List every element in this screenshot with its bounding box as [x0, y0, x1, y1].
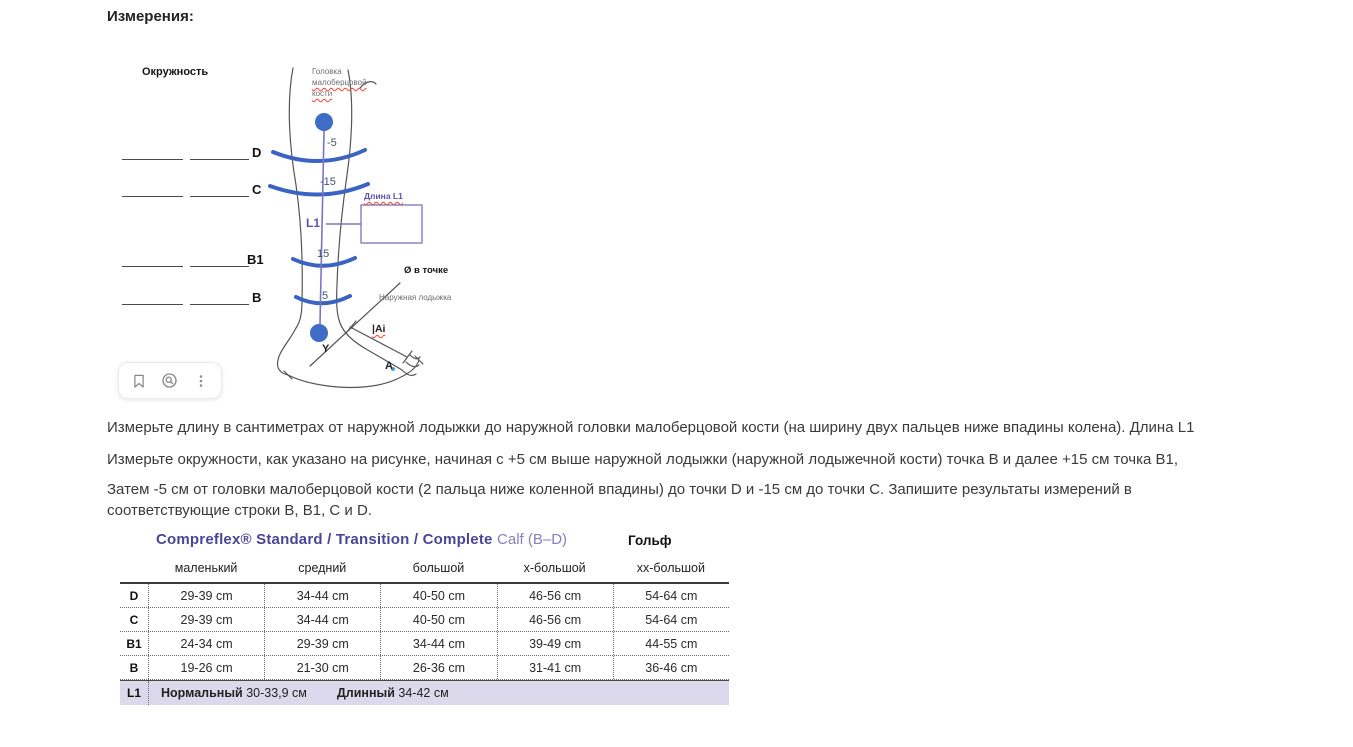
y-measure-label: Y: [322, 343, 330, 355]
cell-b-xlarge: 31-41 cm: [497, 656, 613, 679]
length-l1-input-box: [361, 205, 422, 243]
table-row-d: [120, 584, 729, 608]
fibula-head-label: Головка малоберцовой кости: [312, 67, 367, 98]
l1-normal-value: 30-33,9 см: [246, 686, 307, 700]
row-label: B1: [126, 636, 142, 651]
size-header-xlarge: х-большой: [523, 561, 586, 575]
cell-b1-large: 34-44 cm: [380, 632, 496, 655]
size-header-small: маленький: [174, 561, 238, 575]
table-row-c: [120, 608, 729, 632]
cell-d-medium: 34-44 cm: [264, 584, 380, 607]
cell-c-medium: 34-44 cm: [264, 608, 380, 631]
cell-d-xxlarge: 54-64 cm: [613, 584, 729, 607]
a-measure-label: A: [385, 360, 393, 372]
cell-b-medium: 21-30 cm: [264, 656, 380, 679]
more-menu-icon[interactable]: [187, 367, 215, 395]
offset-minus15-label: -15: [320, 176, 336, 188]
row-label: C: [129, 612, 139, 627]
offset-minus5-label: -5: [327, 137, 337, 149]
point-label-b1: B1: [247, 252, 264, 267]
cell-b1-xlarge: 39-49 cm: [497, 632, 613, 655]
cell-b-xxlarge: 36-46 cm: [613, 656, 729, 679]
l1-long-label: Длинный: [336, 686, 395, 700]
fibula-head-dot: [315, 113, 333, 131]
size-table: [120, 531, 729, 705]
bookmark-icon[interactable]: [125, 367, 153, 395]
cell-b1-xxlarge: 44-55 cm: [613, 632, 729, 655]
cell-d-large: 40-50 cm: [380, 584, 496, 607]
product-type-label: Гольф: [628, 533, 672, 548]
cell-c-small: 29-39 cm: [148, 608, 264, 631]
circumference-label: Окружность: [142, 66, 209, 78]
l1-length-values: [148, 681, 729, 705]
size-header-row: [120, 557, 729, 584]
leg-sketch-illustration: [120, 60, 480, 405]
cell-b1-small: 24-34 cm: [148, 632, 264, 655]
l1-long-value: 34-42 см: [398, 686, 449, 700]
visual-search-icon[interactable]: [156, 367, 184, 395]
cell-d-xlarge: 46-56 cm: [497, 584, 613, 607]
size-table-title: [120, 531, 729, 557]
instruction-paragraph-circumference: Измерьте окружности, как указано на рисунке, начиная с +5 см выше наружной лодыжки (наружной лодыжечной кости) точка B и далее +15 см точка B1,: [107, 451, 1179, 468]
point-label-d: D: [252, 145, 262, 160]
row-label: D: [129, 588, 139, 603]
cell-b-small: 19-26 cm: [148, 656, 264, 679]
instruction-paragraph-points: Затем -5 см от головки малоберцовой кости (2 пальца ниже коленной впадины) до точки D и -15 см до точки C. Запишите результаты измерений в соответствующие строки B, B1, C и D.: [107, 481, 1132, 519]
table-row-l1: [120, 680, 729, 705]
row-label: B: [129, 660, 139, 675]
cell-b-large: 26-36 cm: [380, 656, 496, 679]
row-label: L1: [126, 686, 141, 700]
offset-plus5-label: 5: [322, 290, 329, 302]
size-header-large: большой: [412, 561, 465, 575]
size-header-xxlarge: хх-большой: [636, 561, 705, 575]
outer-ankle-dot: [310, 324, 328, 342]
point-label-c: C: [252, 182, 262, 197]
ai-measure-label: |Ai: [372, 323, 386, 335]
cell-d-small: 29-39 cm: [148, 584, 264, 607]
product-variant: Calf (B–D): [497, 531, 568, 548]
cell-c-xxlarge: 54-64 cm: [613, 608, 729, 631]
cell-c-large: 40-50 cm: [380, 608, 496, 631]
length-l1-caption: Длина L1: [364, 191, 403, 201]
leg-measurement-diagram: [120, 60, 480, 405]
outer-ankle-label: Наружная лодыжка: [379, 293, 452, 302]
offset-plus15-label: 15: [317, 248, 330, 260]
diameter-at-point-label: Ø в точке: [404, 265, 449, 276]
product-name: Compreflex® Standard / Transition / Complete: [156, 531, 493, 548]
table-row-b1: [120, 632, 729, 656]
l1-normal-label: Нормальный: [161, 686, 243, 700]
page-title: Измерения:: [107, 8, 194, 25]
table-row-b: [120, 656, 729, 680]
l1-axis-label: L1: [306, 216, 321, 230]
point-label-b: B: [252, 290, 262, 305]
image-hover-toolbar: [118, 362, 222, 399]
instruction-paragraph-length: Измерьте длину в сантиметрах от наружной лодыжки до наружной головки малоберцовой кости (на ширину двух пальцев ниже впадины колена). Длина L1: [107, 419, 1195, 436]
cell-b1-medium: 29-39 cm: [264, 632, 380, 655]
size-header-medium: средний: [298, 561, 347, 575]
cell-c-xlarge: 46-56 cm: [497, 608, 613, 631]
